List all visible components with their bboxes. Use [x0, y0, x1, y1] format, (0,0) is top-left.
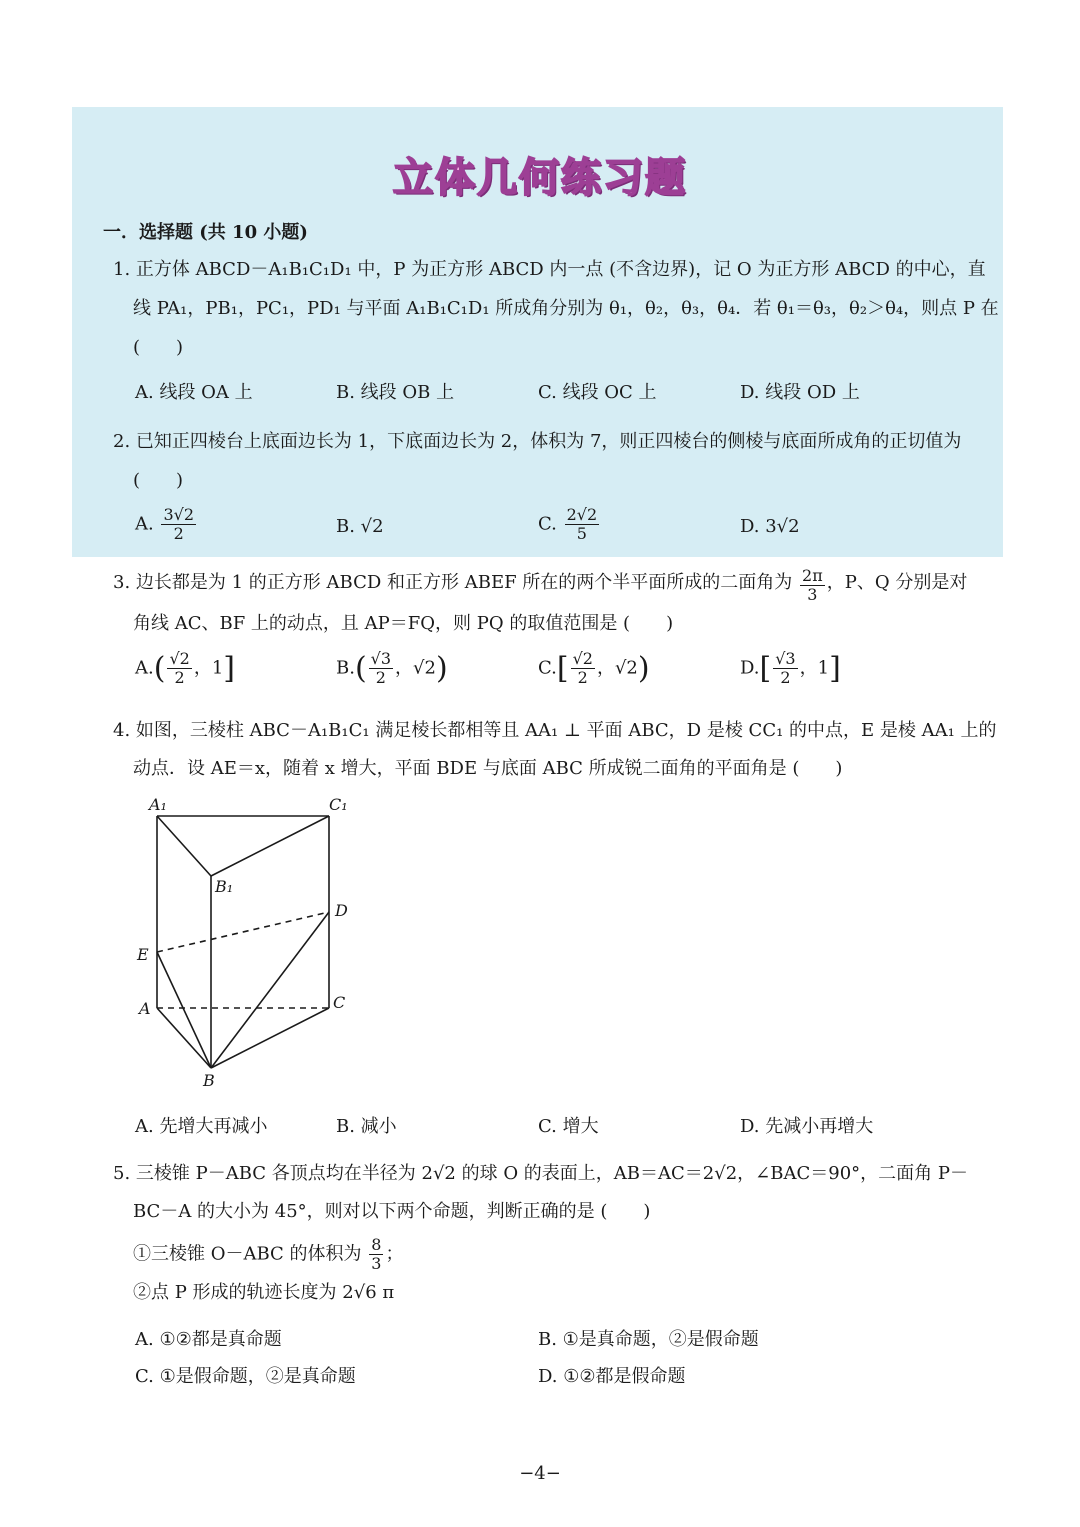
q5-option-c[interactable]: C. ①是假命题，②是真命题	[135, 1366, 356, 1387]
edge-eb	[157, 952, 211, 1068]
q5-option-b[interactable]: B. ①是真命题，②是假命题	[538, 1329, 759, 1350]
q1-option-b[interactable]: B. 线段 OB 上	[336, 382, 455, 403]
q2-line-1: 2. 已知正四棱台上底面边长为 1，下底面边长为 2，体积为 7，则正四棱台的侧棱与底面所成角的正切值为	[113, 431, 962, 452]
q4-option-d[interactable]: D. 先减小再增大	[740, 1116, 874, 1137]
q4-option-c[interactable]: C. 增大	[538, 1116, 599, 1137]
q5-statement-1: ①三棱锥 O－ABC 的体积为 $\frac{8}{3}$ ；	[133, 1235, 404, 1273]
q3-option-b[interactable]: B.( $\frac{√3}{2}$ ，√2)	[336, 649, 448, 687]
q3-option-c[interactable]: C.[ $\frac{√2}{2}$ ，√2)	[538, 649, 650, 687]
edge-ab	[157, 1008, 211, 1068]
q2-option-c[interactable]: C. $\frac{2√2}{5}$	[538, 505, 598, 543]
edge-a1b1	[157, 816, 211, 876]
page-title: 立体几何练习题	[393, 154, 687, 201]
q5-statement-2: ②点 P 形成的轨迹长度为 2√6 π	[133, 1282, 395, 1303]
label-b1: B₁	[215, 877, 234, 896]
q1-option-c[interactable]: C. 线段 OC 上	[538, 382, 657, 403]
q2-option-b[interactable]: B. √2	[336, 516, 384, 537]
q5-option-a[interactable]: A. ①②都是真命题	[135, 1329, 282, 1350]
edge-bc	[211, 1008, 329, 1068]
label-d: D	[335, 901, 348, 920]
page-number: −4−	[519, 1463, 561, 1484]
q2-line-2: ( )	[133, 470, 184, 491]
q3-line-2: 角线 AC、BF 上的动点，且 AP＝FQ，则 PQ 的取值范围是 ( )	[133, 613, 674, 634]
q4-option-b[interactable]: B. 减小	[336, 1116, 397, 1137]
q1-line-1: 1. 正方体 ABCD－A₁B₁C₁D₁ 中，P 为正方形 ABCD 内一点 (不含边界)，记 O 为正方形 ABCD 的中心，直	[113, 259, 986, 280]
q1-option-a[interactable]: A. 线段 OA 上	[135, 382, 253, 403]
q5-line-2: BC－A 的大小为 45°，则对以下两个命题，判断正确的是 ( )	[133, 1201, 651, 1222]
section-heading: 一．选择题 (共 10 小题)	[103, 222, 308, 243]
q2-option-d[interactable]: D. 3√2	[740, 516, 800, 537]
prism-figure	[125, 792, 365, 1092]
label-b: B	[203, 1071, 215, 1090]
q4-line-2: 动点．设 AE＝x，随着 x 增大，平面 BDE 与底面 ABC 所成锐二面角的平面角是 ( )	[133, 758, 843, 779]
label-a1: A₁	[149, 795, 167, 814]
q3-line-1: 3. 边长都是为 1 的正方形 ABCD 和正方形 ABEF 所在的两个半平面所成的二面角为 $\frac{2\pi}{3}$ ，P、Q 分别是对	[113, 566, 968, 604]
q3-option-d[interactable]: D.[ $\frac{√3}{2}$ ，1]	[740, 649, 841, 687]
q1-line-3: ( )	[133, 337, 184, 358]
q3-option-a[interactable]: A.( $\frac{√2}{2}$ ，1]	[135, 649, 235, 687]
label-a: A	[139, 999, 151, 1018]
q4-option-a[interactable]: A. 先增大再减小	[135, 1116, 268, 1137]
q4-line-1: 4. 如图，三棱柱 ABC－A₁B₁C₁ 满足棱长都相等且 AA₁ ⊥ 平面 ABC，D 是棱 CC₁ 的中点，E 是棱 AA₁ 上的	[113, 720, 997, 741]
edge-bd	[211, 912, 329, 1068]
edge-b1c1	[211, 816, 329, 876]
label-c1: C₁	[329, 795, 348, 814]
label-e: E	[137, 945, 149, 964]
q2-option-a[interactable]: A. $\frac{3√2}{2}$	[135, 505, 195, 543]
q1-option-d[interactable]: D. 线段 OD 上	[740, 382, 860, 403]
label-c: C	[333, 993, 346, 1012]
q5-option-d[interactable]: D. ①②都是假命题	[538, 1366, 686, 1387]
q1-line-2: 线 PA₁，PB₁，PC₁，PD₁ 与平面 A₁B₁C₁D₁ 所成角分别为 θ₁，θ₂，θ₃，θ₄．若 θ₁＝θ₃，θ₂＞θ₄，则点 P 在	[133, 298, 999, 319]
q5-line-1: 5. 三棱锥 P－ABC 各顶点均在半径为 2√2 的球 O 的表面上，AB＝AC＝2√2，∠BAC＝90°，二面角 P－	[113, 1163, 968, 1184]
